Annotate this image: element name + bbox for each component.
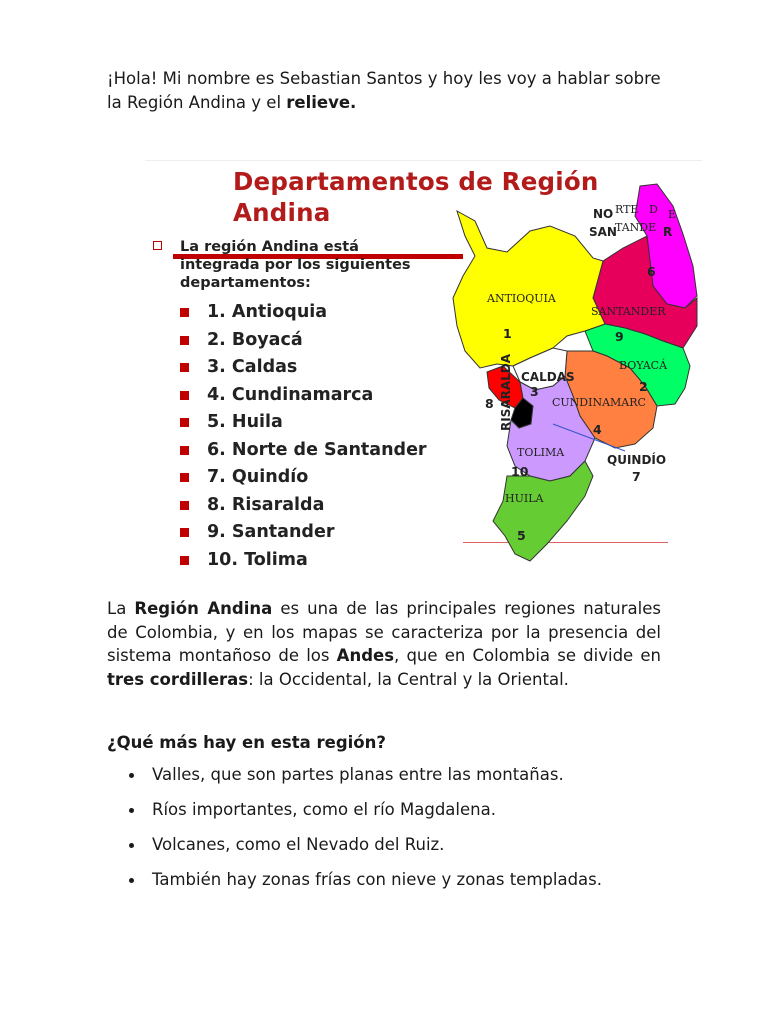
department-item <box>180 382 427 410</box>
square-bullet-icon <box>180 446 189 455</box>
department-label: 4. Cundinamarca <box>207 384 374 405</box>
bullet-dot-icon <box>129 843 134 848</box>
body-paragraph <box>107 597 661 691</box>
label-san-b: TANDE <box>615 221 657 234</box>
para-bold-1: Región Andina <box>134 599 273 618</box>
label-norte-c: D <box>649 203 658 216</box>
square-bullet-icon <box>180 501 189 510</box>
label-santander: SANTANDER <box>591 305 666 318</box>
para-text-2: es una de las principales regiones naturales de Colombia, y en los mapas se caracteriza por la presencia del sistema montañoso de los <box>107 599 661 665</box>
list-item-text: Volcanes, como el Nevado del Ruiz. <box>152 835 445 854</box>
department-list <box>180 299 427 574</box>
list-item <box>107 798 707 833</box>
square-bullet-icon <box>180 473 189 482</box>
square-bullet-icon <box>180 418 189 427</box>
list-item <box>107 833 707 868</box>
label-risaralda: RISARALDA <box>499 353 513 431</box>
square-bullet-icon <box>180 556 189 565</box>
number-8: 8 <box>485 396 494 411</box>
label-norte-a: NO <box>593 207 614 221</box>
label-quindio: QUINDÍO <box>607 453 667 467</box>
square-bullet-icon <box>180 336 189 345</box>
number-1: 1 <box>503 326 512 341</box>
department-item <box>180 519 427 547</box>
features-list <box>107 763 707 903</box>
square-bullet-icon <box>180 308 189 317</box>
number-9: 9 <box>615 329 624 344</box>
slide-title-line-2: Andina <box>233 198 331 227</box>
department-label: 6. Norte de Santander <box>207 439 427 460</box>
para-text-4: : la Occidental, la Central y la Oriental. <box>248 669 569 689</box>
list-item-text: También hay zonas frías con nieve y zonas templadas. <box>152 870 603 889</box>
department-item <box>180 437 427 465</box>
region-antioquia <box>453 211 605 368</box>
label-boyaca: BOYACÁ <box>619 359 668 372</box>
department-item <box>180 409 427 437</box>
list-item-text: Valles, que son partes planas entre las montañas. <box>152 765 564 784</box>
intro-paragraph <box>107 67 661 114</box>
department-label: 9. Santander <box>207 522 335 542</box>
department-label: 8. Risaralda <box>207 494 325 515</box>
number-7: 7 <box>632 469 641 484</box>
number-10: 10 <box>511 464 529 479</box>
section-question: ¿Qué más hay en esta región? <box>107 733 386 752</box>
department-item <box>180 464 427 492</box>
number-2: 2 <box>639 379 648 394</box>
department-label: 1. Antioquia <box>207 302 328 322</box>
label-san-c: R <box>663 225 673 239</box>
department-item <box>180 547 427 575</box>
slide-title-line-1: Departamentos de Región <box>233 167 599 196</box>
label-caldas: CALDAS <box>521 370 575 384</box>
department-item <box>180 327 427 355</box>
para-bold-2: Andes <box>336 646 395 665</box>
department-item <box>180 492 427 520</box>
square-bullet-icon <box>180 363 189 372</box>
number-3: 3 <box>530 384 539 399</box>
department-label: 7. Quindío <box>207 467 309 487</box>
label-antioquia: ANTIOQUIA <box>487 292 556 305</box>
region-map-slide <box>145 160 702 586</box>
department-label: 3. Caldas <box>207 357 298 377</box>
label-san-a: SAN <box>589 225 617 239</box>
hollow-square-icon <box>153 241 162 250</box>
list-item <box>107 763 707 798</box>
para-text-1: La <box>107 599 135 618</box>
department-item <box>180 299 427 327</box>
label-norte-b: RTE <box>615 203 639 216</box>
department-item <box>180 354 427 382</box>
bullet-dot-icon <box>129 773 134 778</box>
department-label: 2. Boyacá <box>207 329 303 350</box>
bullet-dot-icon <box>129 878 134 883</box>
square-bullet-icon <box>180 528 189 537</box>
label-tolima: TOLIMA <box>517 446 565 459</box>
department-label: 10. Tolima <box>207 549 308 570</box>
number-6: 6 <box>647 264 656 279</box>
para-bold-3: tres cordilleras <box>107 669 249 689</box>
intro-bold: relieve. <box>286 92 357 112</box>
slide-intro-text: La región Andina está integrada por los siguientes departamentos: <box>180 239 411 291</box>
number-5: 5 <box>517 528 526 543</box>
number-4: 4 <box>593 422 602 437</box>
square-bullet-icon <box>180 391 189 400</box>
list-item <box>107 868 707 903</box>
para-text-3: , que en Colombia se divide en <box>394 646 661 665</box>
label-cundinamarca: CUNDINAMARC <box>552 396 646 409</box>
department-label: 5. Huila <box>207 412 283 432</box>
andean-region-map <box>435 176 702 576</box>
label-huila: HUILA <box>505 492 544 505</box>
label-norte-d: E <box>668 208 677 221</box>
list-item-text: Ríos importantes, como el río Magdalena. <box>152 800 496 819</box>
intro-text: ¡Hola! Mi nombre es Sebastian Santos y hoy les voy a hablar sobre la Región Andina y el <box>107 69 661 112</box>
bullet-dot-icon <box>129 808 134 813</box>
